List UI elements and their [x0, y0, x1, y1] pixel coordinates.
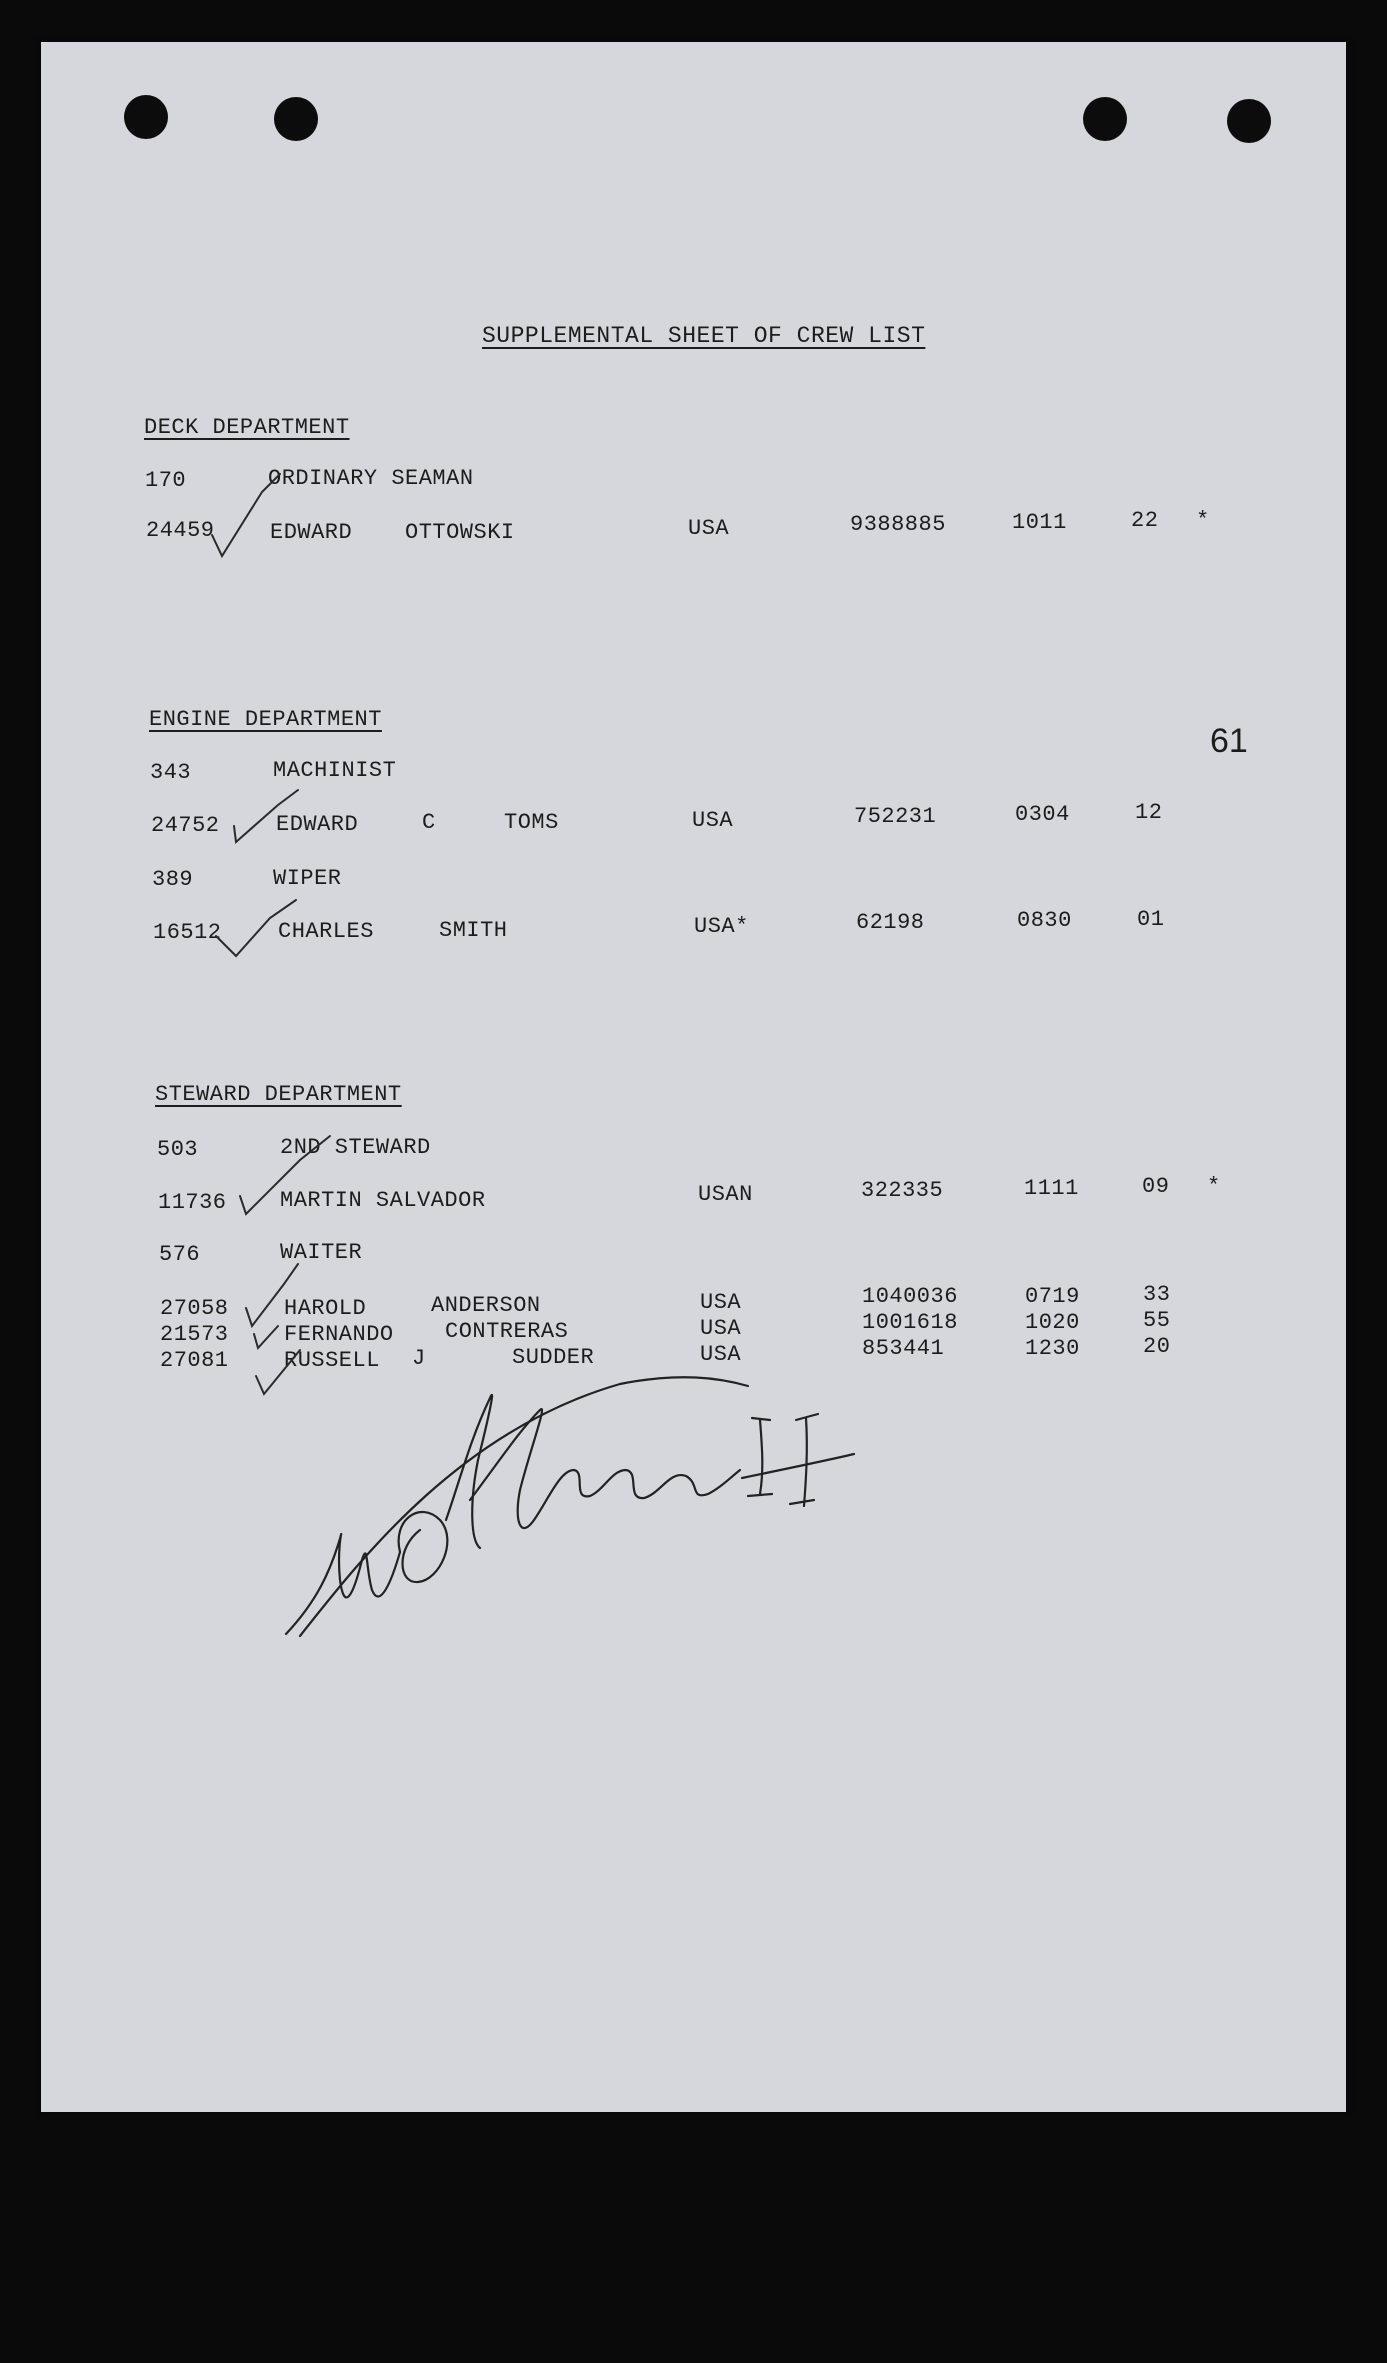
crew-id: 24459 [146, 518, 215, 543]
time: 1011 [1012, 510, 1067, 535]
first-name: RUSSELL [284, 1348, 380, 1373]
day: 12 [1135, 800, 1163, 825]
nationality: USA* [694, 914, 749, 939]
page-number: 61 [1210, 722, 1248, 760]
middle-initial: J [412, 1346, 426, 1371]
check-mark [216, 900, 296, 956]
time: 0830 [1017, 908, 1072, 933]
middle-initial: C [422, 810, 436, 835]
last-name: SMITH [439, 918, 508, 943]
check-mark [256, 1350, 300, 1394]
first-name: EDWARD [276, 812, 359, 837]
check-mark [212, 474, 280, 556]
position-code: 503 [157, 1137, 199, 1162]
position-code: 170 [145, 468, 187, 493]
asterisk-mark: * [1207, 1174, 1221, 1199]
nationality: USAN [698, 1182, 753, 1207]
position-code: 389 [152, 867, 194, 892]
crew-id: 27081 [160, 1348, 229, 1373]
check-mark [240, 1136, 330, 1214]
first-name: EDWARD [270, 520, 353, 545]
day: 22 [1131, 508, 1159, 533]
position-title: MACHINIST [273, 758, 397, 783]
time: 0719 [1025, 1284, 1080, 1309]
position-title: 2ND STEWARD [280, 1135, 431, 1160]
day: 09 [1142, 1174, 1170, 1199]
position-title: ORDINARY SEAMAN [268, 466, 474, 491]
nationality: USA [692, 808, 734, 833]
nationality: USA [700, 1342, 742, 1367]
time: 0304 [1015, 802, 1070, 827]
check-mark [234, 790, 298, 842]
check-mark [254, 1326, 278, 1348]
certificate-number: 9388885 [850, 512, 946, 537]
last-name: CONTRERAS [445, 1319, 569, 1344]
crew-id: 21573 [160, 1322, 229, 1347]
crew-id: 11736 [158, 1190, 227, 1215]
time: 1020 [1025, 1310, 1080, 1335]
asterisk-mark: * [1196, 508, 1210, 533]
certificate-number: 1001618 [862, 1310, 958, 1335]
crew-id: 24752 [151, 813, 220, 838]
position-title: WAITER [280, 1240, 363, 1265]
crew-id: 16512 [153, 920, 222, 945]
day: 33 [1143, 1282, 1171, 1307]
last-name: OTTOWSKI [405, 520, 515, 545]
signature [286, 1377, 854, 1636]
document-title: SUPPLEMENTAL SHEET OF CREW LIST [482, 323, 926, 349]
nationality: USA [700, 1290, 742, 1315]
crew-id: 27058 [160, 1296, 229, 1321]
engine-heading: ENGINE DEPARTMENT [149, 707, 382, 732]
certificate-number: 752231 [854, 804, 937, 829]
steward-heading: STEWARD DEPARTMENT [155, 1082, 402, 1107]
time: 1111 [1024, 1176, 1079, 1201]
crew-name: MARTIN SALVADOR [280, 1188, 486, 1213]
last-name: ANDERSON [431, 1293, 541, 1318]
last-name: TOMS [504, 810, 559, 835]
certificate-number: 322335 [861, 1178, 944, 1203]
first-name: HAROLD [284, 1296, 367, 1321]
time: 1230 [1025, 1336, 1080, 1361]
day: 55 [1143, 1308, 1171, 1333]
certificate-number: 853441 [862, 1336, 945, 1361]
nationality: USA [688, 516, 730, 541]
day: 20 [1143, 1334, 1171, 1359]
last-name: SUDDER [512, 1345, 595, 1370]
first-name: FERNANDO [284, 1322, 394, 1347]
position-title: WIPER [273, 866, 342, 891]
certificate-number: 1040036 [862, 1284, 958, 1309]
first-name: CHARLES [278, 919, 374, 944]
day: 01 [1137, 907, 1165, 932]
position-code: 576 [159, 1242, 201, 1267]
deck-heading: DECK DEPARTMENT [144, 415, 350, 440]
certificate-number: 62198 [856, 910, 925, 935]
check-mark [246, 1264, 298, 1326]
nationality: USA [700, 1316, 742, 1341]
position-code: 343 [150, 760, 192, 785]
